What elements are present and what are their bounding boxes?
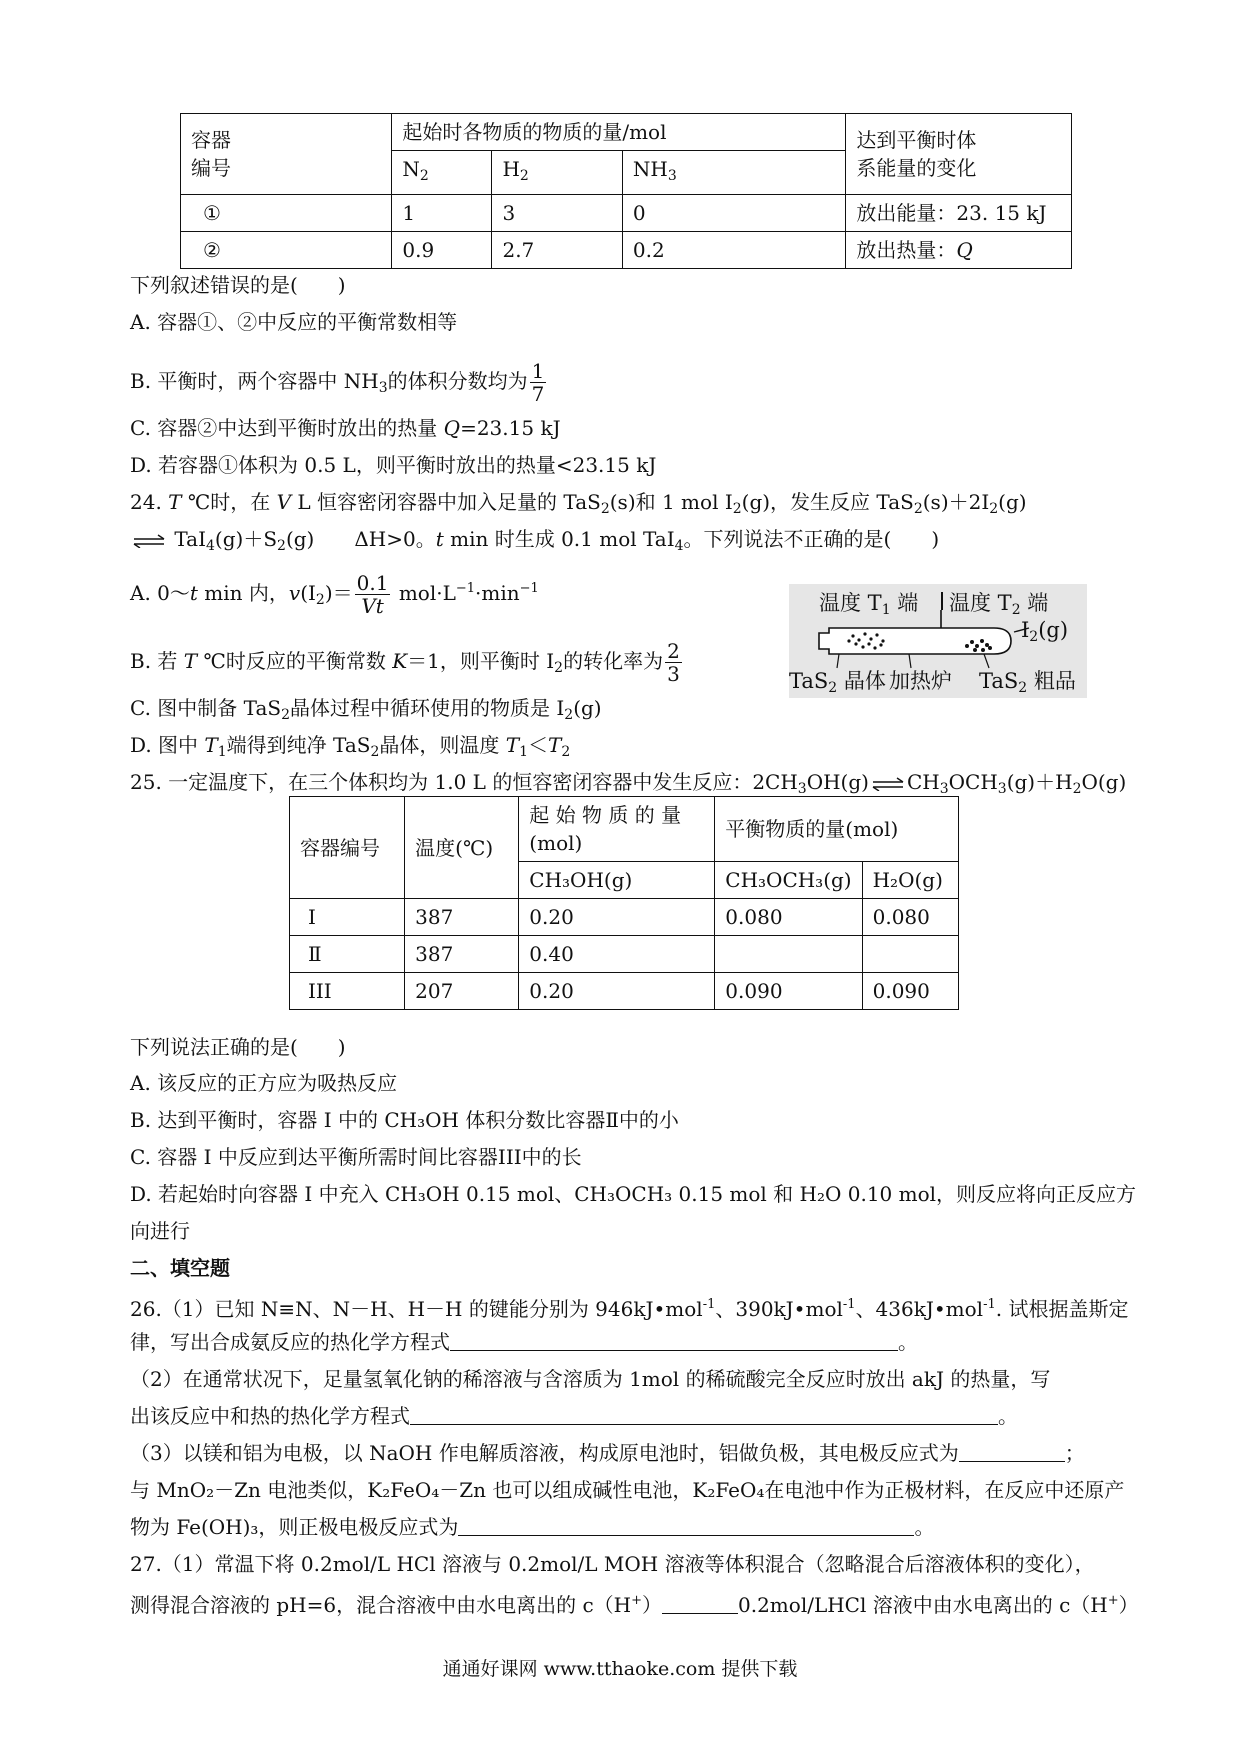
header-container: 容器 编号 (181, 114, 392, 195)
cell-ch3oh: 0.20 (519, 899, 715, 936)
cell-nh3: 0 (622, 195, 846, 232)
cell-n2: 1 (392, 195, 492, 232)
label-tas2-crystal: TaS$_2$ 晶体 (789, 669, 886, 696)
cell-h2o: 0.090 (862, 973, 958, 1010)
label-tas2-crude: TaS$_2$ 粗品 (979, 669, 1076, 696)
q26-line3: （2）在通常状况下，足量氢氧化钠的稀溶液与含溶质为 1mol 的稀硫酸完全反应时放出 akJ 的热量，写 (130, 1367, 1051, 1391)
q26-line5: （3）以镁和铝为电极，以 NaOH 作电解质溶液，构成原电池时，铝做负极，其电极反应式为 ； (130, 1441, 1085, 1465)
q25-option-c: C. 容器 I 中反应到达平衡所需时间比容器III中的长 (130, 1145, 582, 1169)
table-row (290, 899, 959, 936)
q23-stem: 下列叙述错误的是( ) (130, 273, 346, 297)
header-dme: CH₃OCH₃(g) (715, 862, 862, 899)
table-row (181, 232, 1072, 269)
tas2-apparatus-figure (789, 584, 1087, 698)
header-ch3oh: CH₃OH(g) (519, 862, 715, 899)
header-container-id: 容器编号 (290, 797, 405, 899)
label-temperature-t1: 温度 $T_1$ 端 (819, 591, 919, 618)
page-footer: 通通好课网 www.tthaoke.com 提供下载 (442, 1658, 798, 1680)
table-row (290, 797, 959, 862)
label-temperature-t2: 温度 $T_2$ 端 (949, 591, 1049, 618)
q26-line2: 律，写出合成氨反应的热化学方程式 。 (130, 1330, 918, 1354)
answer-blank[interactable] (450, 1330, 898, 1351)
q24-option-b: B. 若 T ℃时反应的平衡常数 K＝1，则平衡时 $I_2$的转化率为 $\frac{2}{3}$ (130, 639, 680, 686)
cell-id: ① (181, 195, 392, 232)
answer-blank[interactable] (662, 1593, 738, 1614)
cell-h2o: 0.080 (862, 899, 958, 936)
q25-option-d-line2: 向进行 (130, 1219, 190, 1243)
fraction-two-thirds: $\frac{2}{3}$ (667, 639, 680, 686)
cell-temp: 207 (405, 973, 519, 1010)
q25-stem-line1: 25. 一定温度下，在三个体积均为 1.0 L 的恒容密闭容器中发生反应：$2CH_3OH(g)$ $CH_3OCH_3(g)+H_2O(g)$ (130, 770, 1127, 797)
table-row (290, 936, 959, 973)
header-nh3: $NH_3$ (622, 151, 846, 195)
cell-n2: 0.9 (392, 232, 492, 269)
q27-line2: 测得混合溶液的 pH=6，混合溶液中由水电离出的 c（H+） 0.2mol/LHCl 溶液中由水电离出的 c（H+） (130, 1593, 1139, 1617)
q25-option-a: A. 该反应的正方应为吸热反应 (130, 1071, 398, 1095)
table-row (181, 195, 1072, 232)
header-h2: $H_2$ (492, 151, 622, 195)
answer-blank[interactable] (959, 1441, 1065, 1462)
q24-option-d: D. 图中 $T_1$端得到纯净 TaS$_2$晶体，则温度 $T_1<T_2$ (130, 733, 571, 760)
header-h2o: H₂O(g) (862, 862, 958, 899)
table-ammonia-containers (180, 113, 1072, 269)
cell-id: ② (181, 232, 392, 269)
q26-line1: 26.（1）已知 N≡N、N－H、H－H 的键能分别为 946kJ•mol$^{-1}$、390kJ•mol$^{-1}$、436kJ•mol$^{-1}$. 试根据盖斯定 (130, 1297, 1129, 1321)
cell-h2: 2.7 (492, 232, 622, 269)
cell-ch3oh: 0.40 (519, 936, 715, 973)
label-i2-gas: $I_2(g)$ (1021, 618, 1069, 645)
header-initial: 起始时各物质的物质的量/mol (392, 114, 846, 151)
cell-dme: 0.090 (715, 973, 862, 1010)
equilibrium-arrow-icon (869, 777, 907, 791)
section-title-fill-in: 二、填空题 (130, 1256, 230, 1280)
q25-option-d-line1: D. 若起始时向容器 I 中充入 CH₃OH 0.15 mol、CH₃OCH₃ 0.15 mol 和 H₂O 0.10 mol，则反应将向正反应方 (130, 1182, 1137, 1206)
cell-dme (715, 936, 862, 973)
cell-nh3: 0.2 (622, 232, 846, 269)
cell-temp: 387 (405, 899, 519, 936)
q26-line6: 与 MnO₂－Zn 电池类似，K₂FeO₄－Zn 也可以组成碱性电池，K₂FeO₄在电池中作为正极材料，在反应中还原产 (130, 1478, 1125, 1502)
q23-option-a: A. 容器①、②中反应的平衡常数相等 (130, 310, 458, 334)
table-row (181, 114, 1072, 151)
q25-stem: 下列说法正确的是( ) (130, 1035, 346, 1059)
fraction-one-seventh: $\frac{1}{7}$ (531, 359, 545, 406)
q26-line7: 物为 Fe(OH)₃，则正极电极反应式为 。 (130, 1515, 935, 1539)
q24-stem-line1: 24. T ℃时，在 V L 恒容密闭容器中加入足量的 TaS$_2$(s)和 1 mol $I_2(g)$，发生反应 $TaS_2(s)+2I_2(g)$ (130, 490, 1027, 517)
cell-id: III (290, 973, 405, 1010)
q26-line4: 出该反应中和热的热化学方程式 。 (130, 1404, 1018, 1428)
q23-option-d: D. 若容器①体积为 0.5 L，则平衡时放出的热量<23.15 kJ (130, 453, 657, 477)
q27-line1: 27.（1）常温下将 0.2mol/L HCl 溶液与 0.2mol/L MOH 溶液等体积混合（忽略混合后溶液体积的变化）， (130, 1552, 1095, 1576)
cell-id: I (290, 899, 405, 936)
q23-option-b: B. 平衡时，两个容器中 $NH_3$的体积分数均为 $\frac{1}{7}$ (130, 359, 545, 406)
table-row (290, 973, 959, 1010)
cell-energy: 放出热量：Q (846, 232, 1072, 269)
header-temperature: 温度(℃) (405, 797, 519, 899)
fraction-rate: $\frac{0.1}{Vt}$ (356, 571, 389, 618)
cell-id: Ⅱ (290, 936, 405, 973)
cell-h2o (862, 936, 958, 973)
q23-option-c: C. 容器②中达到平衡时放出的热量 Q=23.15 kJ (130, 416, 561, 440)
cell-dme: 0.080 (715, 899, 862, 936)
answer-blank[interactable] (458, 1515, 914, 1536)
header-energy: 达到平衡时体 系能量的变化 (846, 114, 1072, 195)
header-equilibrium-amount: 平衡物质的量(mol) (715, 797, 959, 862)
table-methanol-containers (289, 796, 959, 1010)
q24-stem-line2: $TaI_4(g)+S_2(g)$ ΔH>0。t min 时生成 0.1 mol TaI$_4$。下列说法不正确的是( ) (130, 524, 1120, 561)
equilibrium-arrow-icon (130, 534, 168, 548)
cell-h2: 3 (492, 195, 622, 232)
q25-option-b: B. 达到平衡时，容器 I 中的 CH₃OH 体积分数比容器Ⅱ中的小 (130, 1108, 679, 1132)
q24-option-c: C. 图中制备 TaS$_2$晶体过程中循环使用的物质是 $I_2(g)$ (130, 696, 602, 723)
q24-option-a: A. 0～t min 内，$v(I_2)=$ $\frac{0.1}{Vt}$ $mol\cdot L^{-1}\cdot\min^{-1}$ (130, 571, 539, 618)
header-initial-amount: 起 始 物 质 的 量 (mol) (519, 797, 715, 862)
cell-ch3oh: 0.20 (519, 973, 715, 1010)
cell-energy: 放出能量：23. 15 kJ (846, 195, 1072, 232)
label-furnace: 加热炉 (889, 669, 952, 693)
answer-blank[interactable] (410, 1404, 998, 1425)
header-n2: $N_2$ (392, 151, 492, 195)
cell-temp: 387 (405, 936, 519, 973)
